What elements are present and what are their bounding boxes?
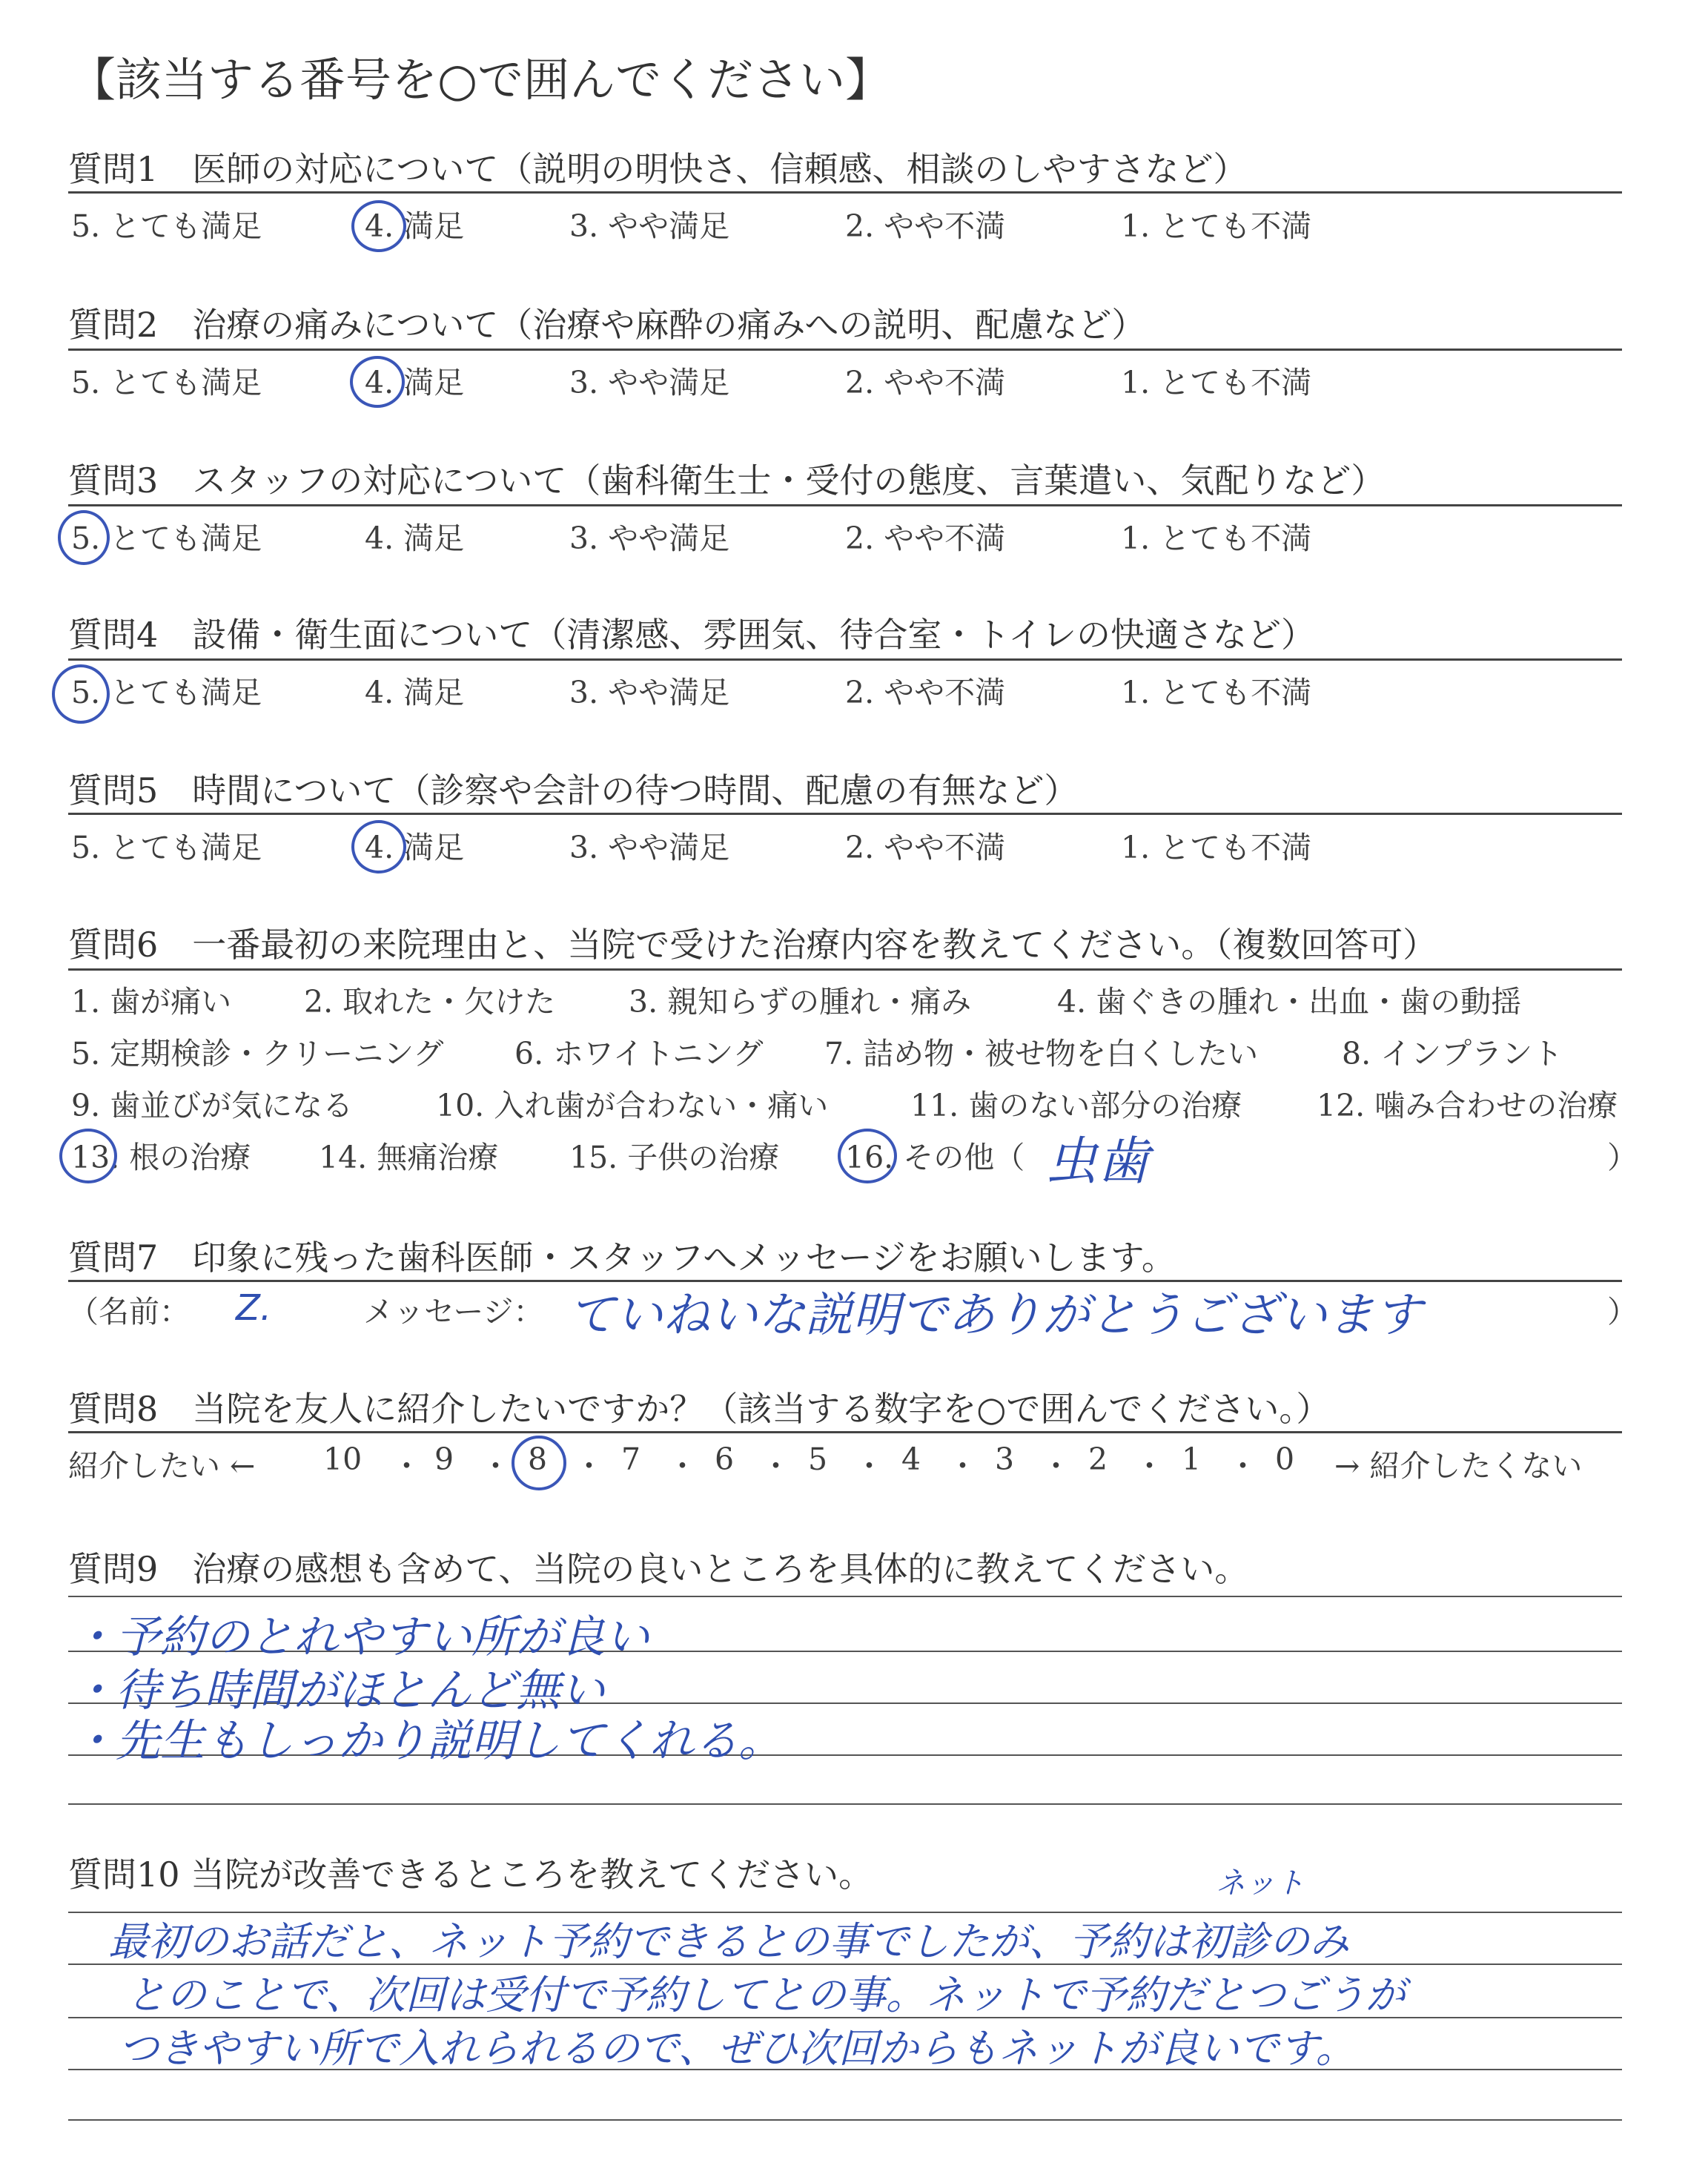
dot: ・ xyxy=(761,1448,791,1484)
option-2[interactable]: 2. やや不満 xyxy=(845,208,1006,244)
score-8[interactable]: 8 xyxy=(528,1441,548,1477)
option-1[interactable]: 1. とても不満 xyxy=(1121,365,1312,400)
score-5[interactable]: 5 xyxy=(808,1441,828,1477)
answer-line: とのことで、次回は受付で予約してとの事。ネットで予約だとつごうが xyxy=(126,1972,1406,2018)
option-2[interactable]: 2. やや不満 xyxy=(845,365,1006,400)
option-1[interactable]: 1. とても不満 xyxy=(1121,830,1312,865)
reason-option[interactable]: 15. 子供の治療 xyxy=(569,1140,780,1175)
score-6[interactable]: 6 xyxy=(715,1441,735,1477)
reason-option[interactable]: 3. 親知らずの腫れ・痛み xyxy=(629,984,972,1020)
question-title: 質問10 当院が改善できるところを教えてください。 xyxy=(68,1855,873,1895)
close-paren: ） xyxy=(1607,1140,1638,1175)
message-handwriting: ていねいな説明でありがとうございます xyxy=(568,1288,1422,1343)
close-paren: ） xyxy=(1607,1294,1638,1330)
reason-option[interactable]: 7. 詰め物・被せ物を白くしたい xyxy=(824,1036,1259,1071)
selection-circle xyxy=(52,664,110,724)
answer-line: つきやすい所で入れられるので、ぜひ次回からもネットが良いです。 xyxy=(119,2025,1356,2072)
selection-circle xyxy=(512,1436,566,1490)
answer-line: ・待ち時間がほとんど無い xyxy=(71,1665,605,1717)
reason-option[interactable]: 10. 入れ歯が合わない・痛い xyxy=(436,1088,829,1123)
option-5[interactable]: 5. とても満足 xyxy=(71,521,262,556)
dot: ・ xyxy=(667,1448,698,1484)
option-3[interactable]: 3. やや満足 xyxy=(569,675,730,710)
option-4[interactable]: 4. 満足 xyxy=(365,521,465,556)
dot: ・ xyxy=(1228,1448,1258,1484)
option-3[interactable]: 3. やや満足 xyxy=(569,521,730,556)
selection-circle xyxy=(351,820,406,873)
option-1[interactable]: 1. とても不満 xyxy=(1121,521,1312,556)
reason-option[interactable]: 11. 歯のない部分の治療 xyxy=(910,1088,1242,1123)
score-2[interactable]: 2 xyxy=(1088,1441,1108,1477)
question-title: 質問7 印象に残った歯科医師・スタッフへメッセージをお願いします。 xyxy=(68,1238,1176,1278)
reason-option[interactable]: 9. 歯並びが気になる xyxy=(71,1088,354,1123)
question-title: 質問2 治療の痛みについて（治療や麻酔の痛みへの説明、配慮など） xyxy=(68,305,1146,345)
selection-circle xyxy=(58,510,110,565)
message-label: メッセージ： xyxy=(363,1294,544,1330)
option-1[interactable]: 1. とても不満 xyxy=(1121,675,1312,710)
dot: ・ xyxy=(574,1448,604,1484)
reason-option[interactable]: 13. 根の治療 xyxy=(71,1140,251,1175)
option-3[interactable]: 3. やや満足 xyxy=(569,830,730,865)
reason-option[interactable]: 6. ホワイトニング xyxy=(514,1036,764,1071)
name-handwriting: Z. xyxy=(236,1287,272,1329)
reason-option[interactable]: 4. 歯ぐきの腫れ・出血・歯の動揺 xyxy=(1057,984,1522,1020)
selection-circle xyxy=(838,1129,897,1183)
option-4[interactable]: 4. 満足 xyxy=(365,675,465,710)
reason-option[interactable]: 1. 歯が痛い xyxy=(71,984,232,1020)
reason-option[interactable]: 2. 取れた・欠けた xyxy=(304,984,556,1020)
option-5[interactable]: 5. とても満足 xyxy=(71,365,262,400)
dot: ・ xyxy=(1134,1448,1165,1484)
question-title: 質問5 時間について（診察や会計の待つ時間、配慮の有無など） xyxy=(68,770,1079,810)
score-9[interactable]: 9 xyxy=(434,1441,454,1477)
reason-option[interactable]: 16. その他（ xyxy=(845,1140,1025,1175)
answer-line: ・予約のとれやすい所が良い xyxy=(71,1611,649,1663)
question-title: 質問9 治療の感想も含めて、当院の良いところを具体的に教えてください。 xyxy=(68,1549,1249,1589)
dot: ・ xyxy=(947,1448,978,1484)
dot: ・ xyxy=(391,1448,422,1484)
selection-circle xyxy=(350,356,405,408)
score-10[interactable]: 10 xyxy=(323,1441,363,1477)
option-2[interactable]: 2. やや不満 xyxy=(845,830,1006,865)
option-2[interactable]: 2. やや不満 xyxy=(845,521,1006,556)
score-4[interactable]: 4 xyxy=(901,1441,921,1477)
recommend-left-label: 紹介したい ← xyxy=(68,1448,256,1484)
selection-circle xyxy=(59,1129,117,1183)
score-3[interactable]: 3 xyxy=(995,1441,1015,1477)
option-4[interactable]: 4. 満足 xyxy=(365,208,465,244)
option-2[interactable]: 2. やや不満 xyxy=(845,675,1006,710)
reason-option[interactable]: 5. 定期検診・クリーニング xyxy=(71,1036,444,1071)
question-title: 質問4 設備・衛生面について（清潔感、雰囲気、待合室・トイレの快適さなど） xyxy=(68,615,1316,655)
score-1[interactable]: 1 xyxy=(1182,1441,1202,1477)
question-title: 質問8 当院を友人に紹介したいですか？（該当する数字を○で囲んでください。） xyxy=(68,1389,1331,1429)
score-0[interactable]: 0 xyxy=(1275,1441,1295,1477)
name-label: （名前： xyxy=(68,1294,190,1330)
option-4[interactable]: 4. 満足 xyxy=(365,365,465,400)
question-title: 質問3 スタッフの対応について（歯科衛生士・受付の態度、言葉遣い、気配りなど） xyxy=(68,460,1386,501)
dot: ・ xyxy=(1041,1448,1071,1484)
option-5[interactable]: 5. とても満足 xyxy=(71,830,262,865)
question-title: 質問1 医師の対応について（説明の明快さ、信頼感、相談のしやすさなど） xyxy=(68,149,1248,189)
option-4[interactable]: 4. 満足 xyxy=(365,830,465,865)
option-1[interactable]: 1. とても不満 xyxy=(1121,208,1312,244)
dot: ・ xyxy=(854,1448,884,1484)
answer-line: 最初のお話だと、ネット予約できるとの事でしたが、予約は初診のみ xyxy=(108,1918,1349,1965)
annotation-handwriting: ネット xyxy=(1216,1866,1305,1900)
answer-line: ・先生もしっかり説明してくれる。 xyxy=(71,1715,783,1767)
selection-circle xyxy=(351,200,406,252)
option-5[interactable]: 5. とても満足 xyxy=(71,208,262,244)
option-3[interactable]: 3. やや満足 xyxy=(569,208,730,244)
form-header: 【該当する番号を○で囲んでください】 xyxy=(70,53,892,107)
other-answer-handwriting: 虫歯 xyxy=(1045,1131,1149,1192)
option-3[interactable]: 3. やや満足 xyxy=(569,365,730,400)
dot: ・ xyxy=(480,1448,511,1484)
recommend-right-label: → 紹介したくない xyxy=(1334,1448,1583,1484)
reason-option[interactable]: 14. 無痛治療 xyxy=(319,1140,499,1175)
option-5[interactable]: 5. とても満足 xyxy=(71,675,262,710)
question-title: 質問6 一番最初の来院理由と、当院で受けた治療内容を教えてください。（複数回答可） xyxy=(68,925,1437,965)
reason-option[interactable]: 8. インプラント xyxy=(1342,1036,1563,1071)
reason-option[interactable]: 12. 噛み合わせの治療 xyxy=(1317,1088,1618,1123)
score-7[interactable]: 7 xyxy=(621,1441,641,1477)
